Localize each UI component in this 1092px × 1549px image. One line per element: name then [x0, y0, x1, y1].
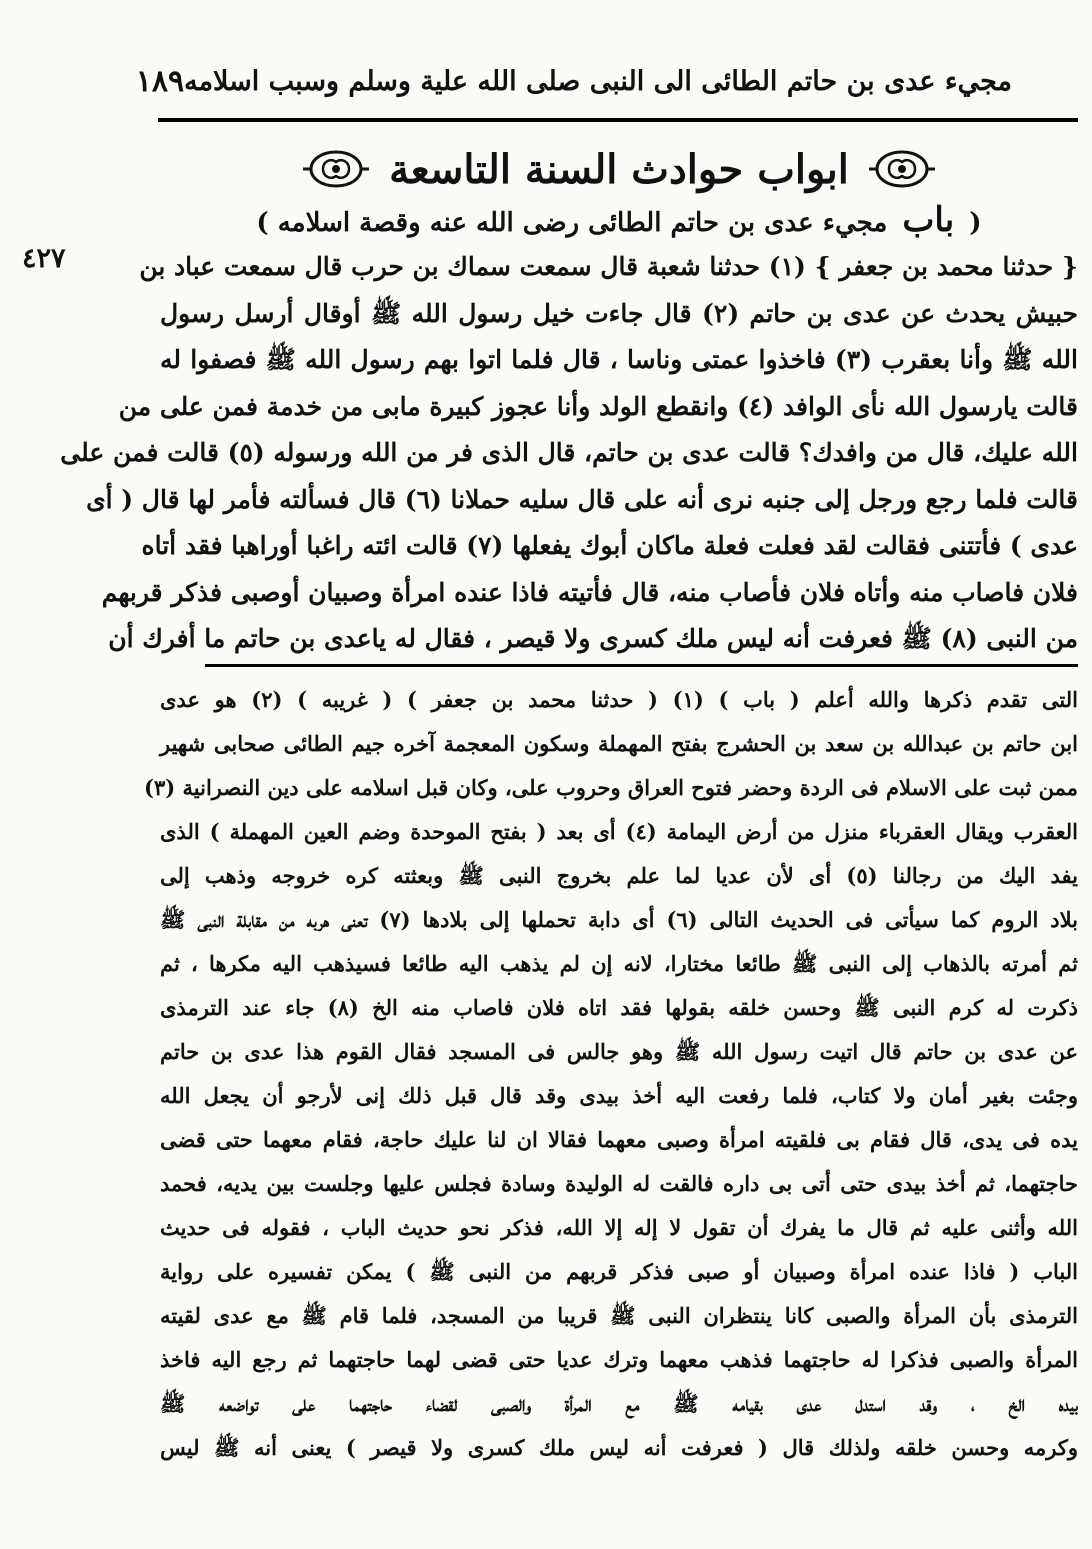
section-title-block	[160, 134, 1078, 204]
chapter-label: باب	[902, 200, 955, 240]
note-line: بلاد الروم كما سيأتى فى الحديث التالى (٦) أى دابة تحملها إلى بلادها (٧) تعنى هربه من مقابلة النبى ﷺ	[160, 907, 1079, 932]
text-line: الله ﷺ وأنا بعقرب (٣) فاخذوا عمتى وناسا ، قال فلما اتوا بهم رسول الله ﷺ فصفوا له	[160, 345, 1078, 374]
notes-divider	[205, 664, 1078, 667]
text-line: قالت يارسول الله نأى الوافد (٤) وانقطع الولد وأنا عجوز كبيرة مابى من خدمة فمن على من	[118, 391, 1078, 421]
note-line: الباب ( فاذا عنده امرأة وصبيان أو صبى فذكر قربهم من النبى ﷺ ) يمكن تفسيره على رواية	[160, 1259, 1078, 1284]
page-number: ١٨٩	[135, 63, 185, 99]
note-line: حاجتهما، ثم أخذ بيدى حتى أتى بى داره فالقت له الوليدة وسادة فجلس عليها وجلست بين يديه، فحمد	[160, 1171, 1078, 1196]
note-line: ممن ثبت على الاسلام فى الردة وحضر فتوح العراق وحروب على، وكان قبل اسلامه على دين النصرانية (٣)	[144, 775, 1078, 800]
note-line: ذكرت له كرم النبى ﷺ وحسن خلقه بقولها فقد اتاه فلان فاصاب منه الخ (٨) جاء عند الترمذى	[160, 995, 1078, 1020]
note-line: يفد اليك من رجالنا (٥) أى لأن عديا لما علم بخروج النبى ﷺ وبعثته كره خروجه وذهب إلى	[160, 863, 1078, 888]
chapter-heading: ( باب مجيء عدى بن حاتم الطائى رضى الله عنه وقصة اسلامه )	[256, 200, 982, 240]
note-line: وجئت بغير أمان ولا كتاب، فلما رفعت اليه أخذ بيدى وقد قال قبل ذلك إنى لأرجو أن يجعل الله	[160, 1083, 1078, 1108]
note-line: عن عدى بن حاتم قال اتيت رسول الله ﷺ وهو جالس فى المسجد فقال القوم هذا عدى بن حاتم	[160, 1039, 1078, 1064]
note-line: العقرب ويقال العقرباء منزل من أرض اليمامة (٤) أى بعد ( بفتح الموحدة وضم العين المهملة ) الذى	[160, 819, 1078, 844]
chapter-title: مجيء عدى بن حاتم الطائى رضى الله عنه وقصة اسلامه	[277, 208, 888, 238]
main-text	[60, 244, 1078, 663]
text-line: الله عليك، قال من وافدك؟ قالت عدى بن حاتم، قال الذى فر من الله ورسوله (٥) قالت فمن على	[60, 438, 1078, 467]
note-line: وكرمه وحسن خلقه ولذلك قال ( فعرفت أنه ليس ملك كسرى ولا قيصر ) يعنى أنه ﷺ ليس	[160, 1435, 1078, 1460]
note-line: التى تقدم ذكرها والله أعلم ( باب ) (١) ( حدثنا محمد بن جعفر ) ( غريبه ) (٢) هو عدى	[160, 687, 1078, 712]
note-line: يده فى يدى، قال فقام بى فلقيته امرأة وصبى معهما فقالا ان لنا عليك حاجة، فقام معهما حتى قضى	[160, 1127, 1078, 1152]
note-line: الترمذى بأن المرأة والصبى كانا ينتظران النبى ﷺ قريبا من المسجد، فلما قام ﷺ مع عدى لقيته	[160, 1303, 1078, 1328]
note-line: ثم أمرته بالذهاب إلى النبى ﷺ طائعا مختارا، لانه إن لم يذهب اليه طائعا فسيذهب اليه مكرها ، ثم	[160, 951, 1078, 976]
header-rule	[158, 118, 1078, 122]
text-line: قالت فلما رجع ورجل إلى جنبه نرى أنه على قال سليه حملانا (٦) قال فسألته فأمر لها قال ( أى	[86, 484, 1078, 514]
text-line: فلان فاصاب منه وأتاه فلان فأصاب منه، قال فأتيته فاذا عنده امرأة وصبيان أوصبى فذكر قربهم	[101, 577, 1078, 607]
note-line: المرأة والصبى فذكرا له حاجتهما فذهب معهما وترك عديا حتى قضى لهما حاجتهما ثم رجع اليه فاخذ	[160, 1347, 1078, 1372]
running-title: مجيء عدى بن حاتم الطائى الى النبى صلى الله علية وسلم وسبب اسلامه	[184, 65, 1012, 97]
note-line: ابن حاتم بن عبدالله بن سعد بن الحشرج بفتح المهملة وسكون المعجمة آخره جيم الطائى صحابى شهير	[160, 731, 1078, 756]
footnotes	[144, 678, 1079, 1470]
text-line: عدى ) فأتتنى فقالت لقد فعلت فعلة ماكان أبوك يفعلها (٧) قالت ائته راغبا أوراهبا فقد أتاه	[141, 531, 1078, 560]
note-line: بيده الخ ، وقد استدل عدى بقيامه ﷺ مع المرأة والصبى لقضاء حاجتهما على تواضعه ﷺ	[160, 1391, 1078, 1416]
note-line: الله وأثنى عليه ثم قال ما يفرك أن تقول لا إله إلا الله، فذكر نحو حديث الباب ، فقوله فى حديث	[160, 1215, 1078, 1240]
text-line: حبيش يحدث عن عدى بن حاتم (٢) قال جاءت خيل رسول الله ﷺ أوقال أرسل رسول	[160, 298, 1078, 328]
ornament-icon	[301, 146, 371, 192]
book-title: ابواب حوادث السنة التاسعة	[389, 145, 849, 193]
ornament-icon	[867, 146, 937, 192]
text-line: من النبى (٨) ﷺ فعرفت أنه ليس ملك كسرى ولا قيصر ، فقال له ياعدى بن حاتم ما أفرك أن	[108, 624, 1078, 653]
hadith-number: ٤٢٧	[22, 243, 66, 274]
text-line: { حدثنا محمد بن جعفر } (١) حدثنا شعبة قال سمعت سماك بن حرب قال سمعت عباد بن	[139, 252, 1078, 281]
page-header	[135, 58, 1012, 104]
